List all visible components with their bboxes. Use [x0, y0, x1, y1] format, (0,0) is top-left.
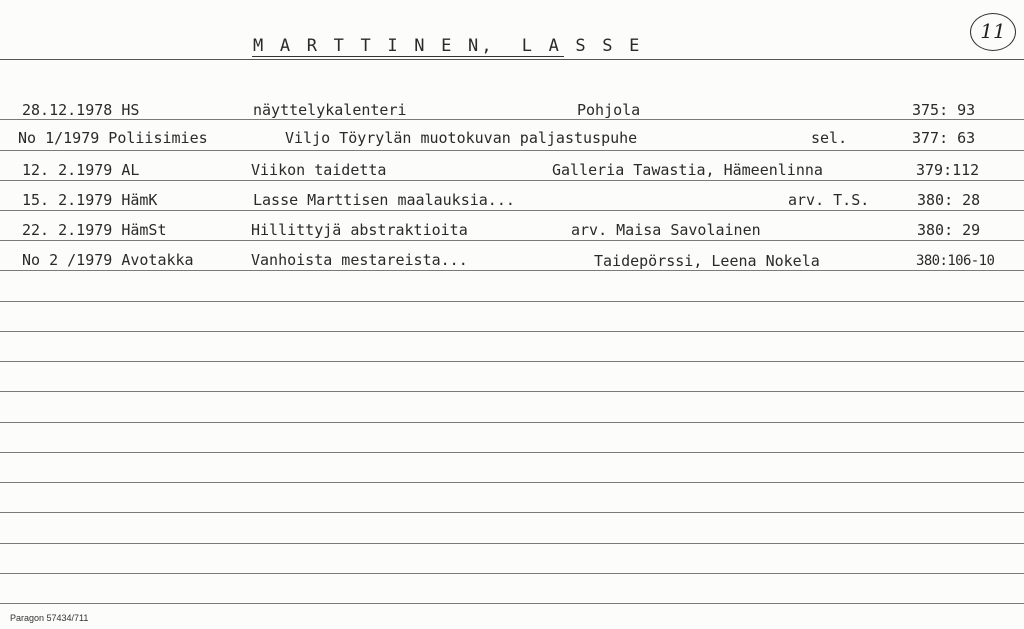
- ruled-line: [0, 543, 1024, 544]
- ruled-line: [0, 603, 1024, 604]
- entry-note: arv. T.S.: [788, 191, 870, 209]
- card-number-circled: 11: [970, 13, 1016, 51]
- entry-ref: 379:112: [916, 161, 980, 179]
- entry-note: Taidepörssi, Leena Nokela: [594, 252, 820, 270]
- entry-date-source: No 2 /1979 Avotakka: [22, 251, 194, 269]
- entry-date-source: No 1/1979 Poliisimies: [18, 129, 208, 147]
- header-rule: [0, 59, 1024, 60]
- entry-note: sel.: [811, 129, 848, 147]
- card-maker-imprint: Paragon 57434/711: [10, 613, 89, 623]
- entry-date-source: 28.12.1978 HS: [22, 101, 140, 119]
- entry-ref: 375: 93: [912, 101, 976, 119]
- entry-title: Vanhoista mestareista...: [251, 251, 468, 269]
- ruled-line: [0, 482, 1024, 483]
- ruled-line: [0, 240, 1024, 241]
- ruled-line: [0, 301, 1024, 302]
- entry-title: Lasse Marttisen maalauksia...: [253, 191, 515, 209]
- ruled-line: [0, 452, 1024, 453]
- entry-ref: 380: 28: [917, 191, 981, 209]
- entry-ref: 377: 63: [912, 129, 976, 147]
- entry-ref: 380: 29: [917, 221, 981, 239]
- title-underline: [252, 56, 564, 57]
- entry-title: näyttelykalenteri: [253, 101, 407, 119]
- entry-date-source: 15. 2.1979 HämK: [22, 191, 158, 209]
- entry-title: Viikon taidetta: [251, 161, 387, 179]
- entry-title: Viljo Töyrylän muotokuvan paljastuspuhe: [285, 129, 638, 147]
- ruled-line: [0, 361, 1024, 362]
- ruled-line: [0, 270, 1024, 271]
- ruled-line: [0, 331, 1024, 332]
- entry-note: arv. Maisa Savolainen: [571, 221, 761, 239]
- ruled-line: [0, 180, 1024, 181]
- ruled-line: [0, 512, 1024, 513]
- ruled-line: [0, 119, 1024, 120]
- entry-date-source: 22. 2.1979 HämSt: [22, 221, 167, 239]
- entry-ref: 380:106-10: [916, 253, 995, 269]
- ruled-line: [0, 210, 1024, 211]
- entry-note: Pohjola: [577, 101, 641, 119]
- entry-note: Galleria Tawastia, Hämeenlinna: [552, 161, 823, 179]
- ruled-line: [0, 150, 1024, 151]
- ruled-line: [0, 573, 1024, 574]
- entry-date-source: 12. 2.1979 AL: [22, 161, 140, 179]
- ruled-line: [0, 391, 1024, 392]
- card-title: M A R T T I N E N, L A S S E: [253, 36, 643, 56]
- ruled-line: [0, 422, 1024, 423]
- entry-title: Hillittyjä abstraktioita: [251, 221, 468, 239]
